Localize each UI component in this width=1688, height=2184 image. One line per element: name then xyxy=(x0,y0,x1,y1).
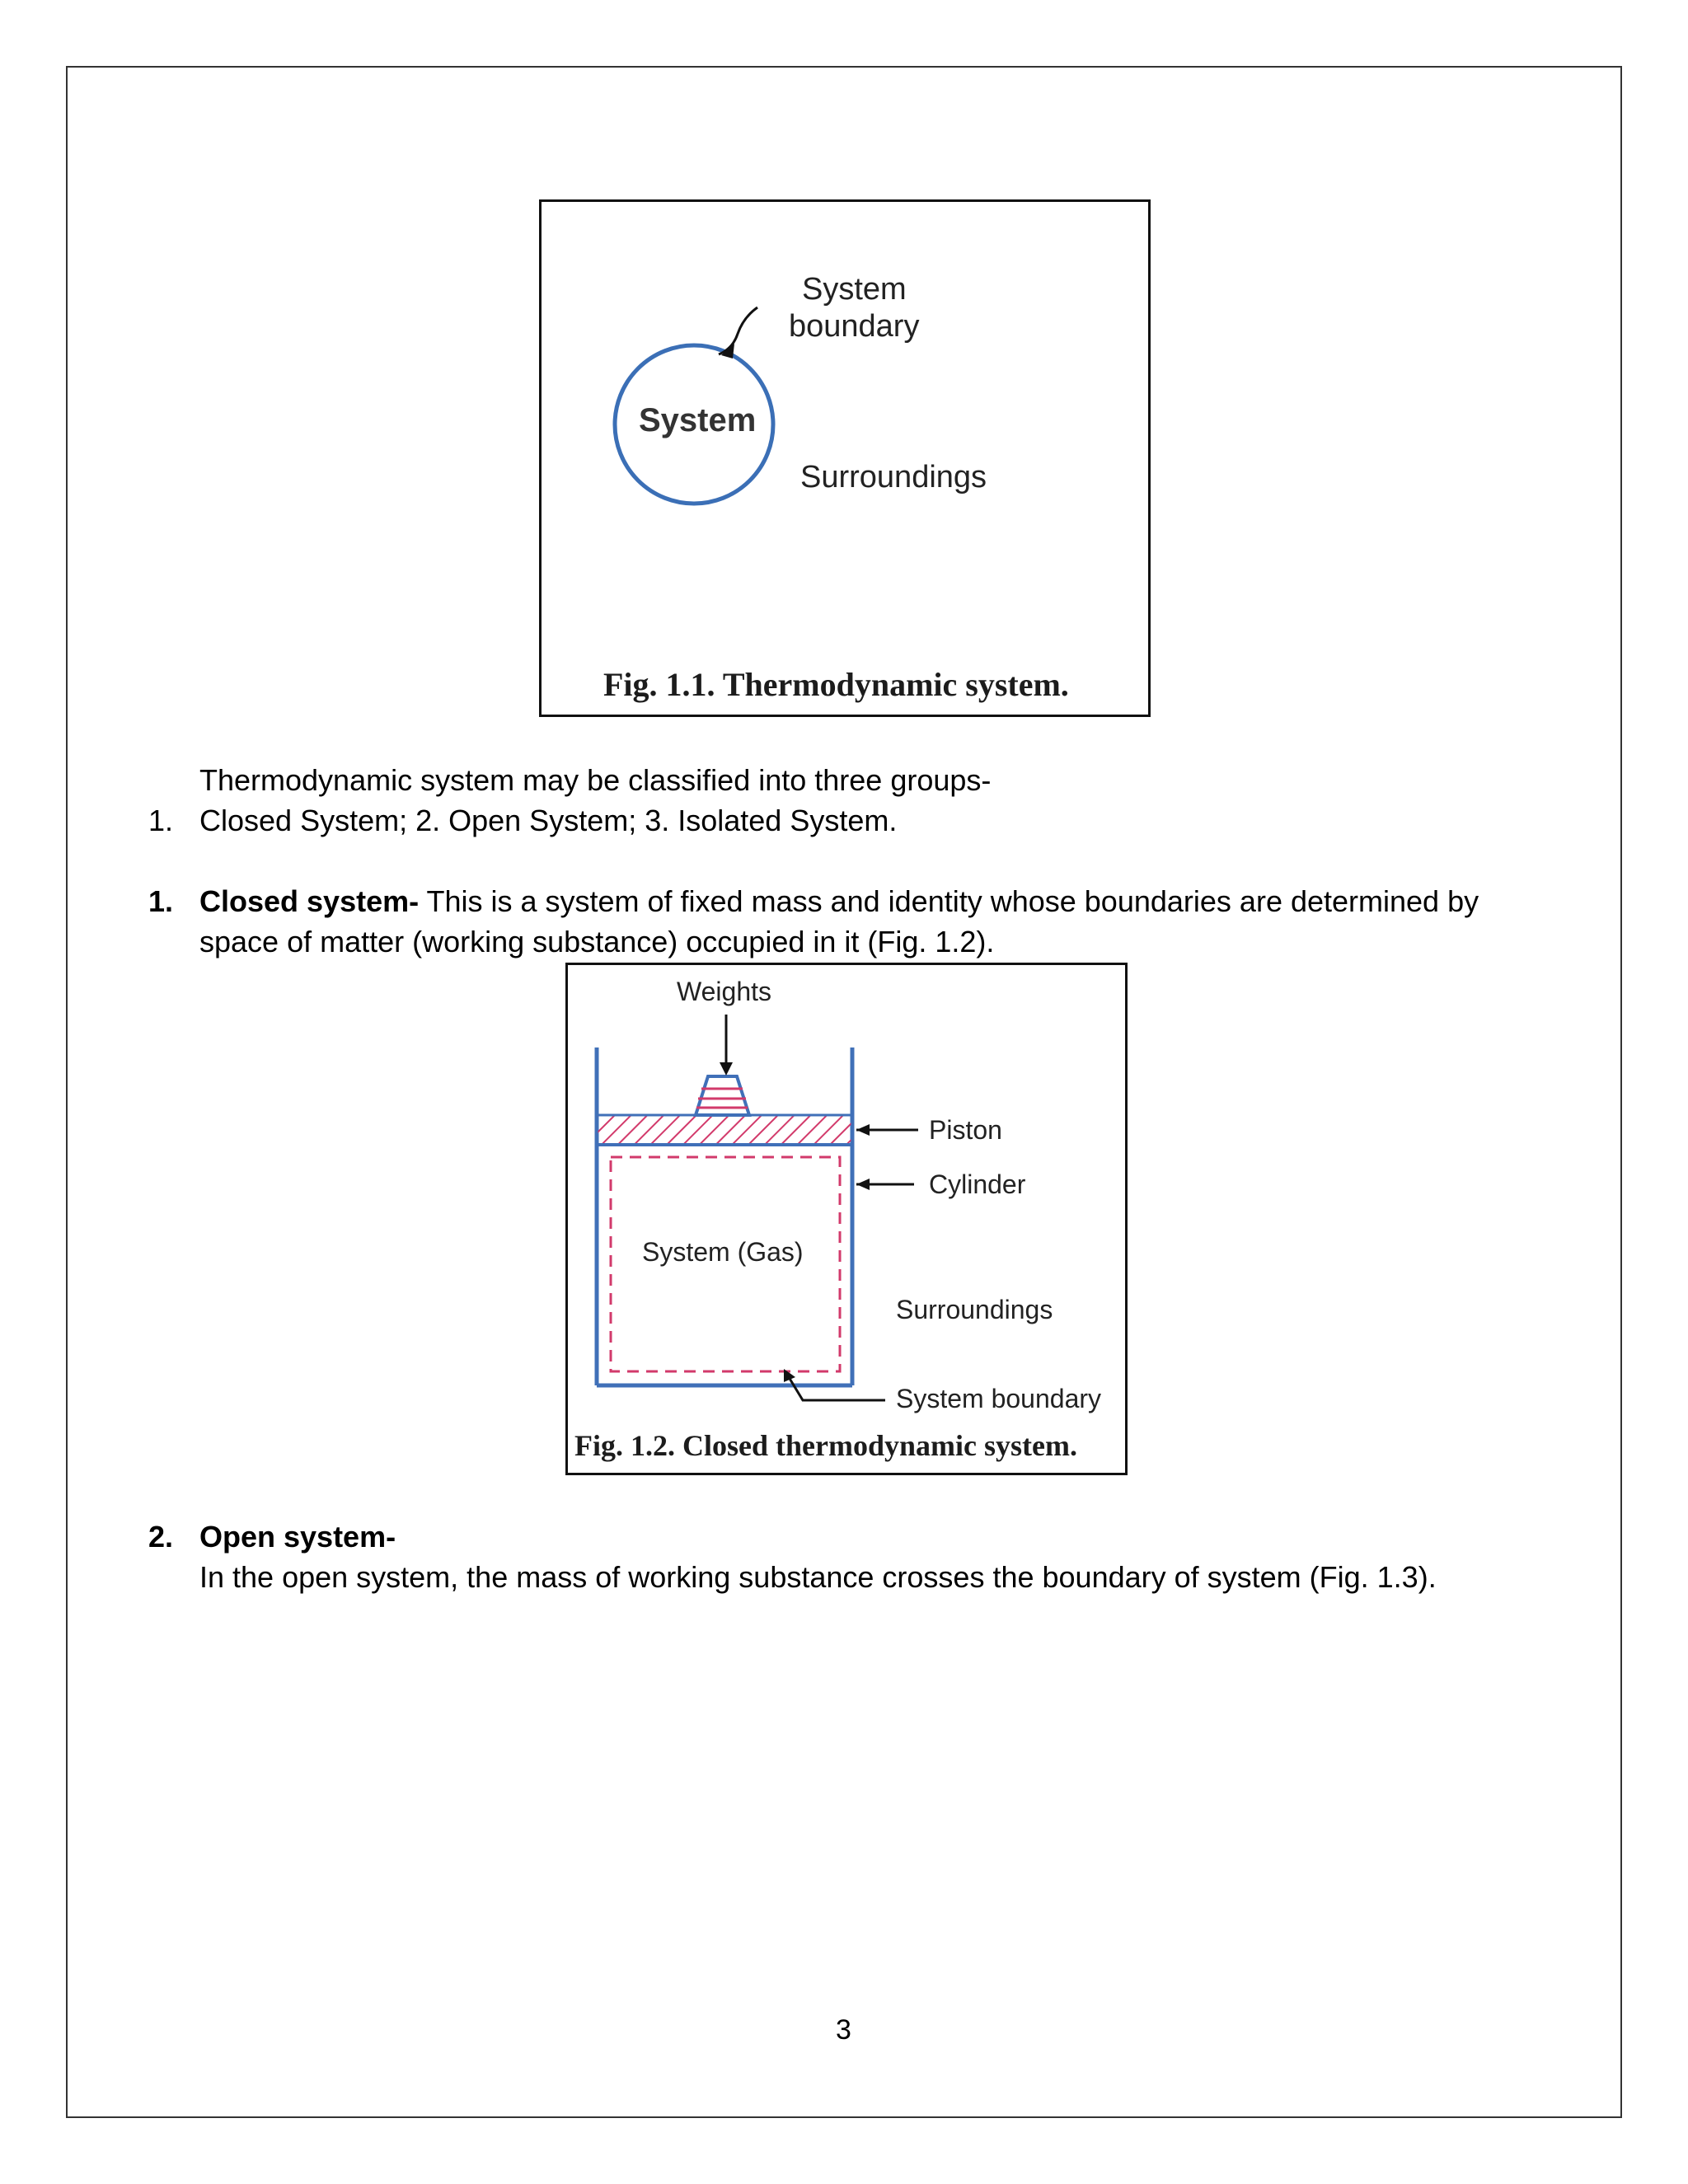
weights-label: Weights xyxy=(677,977,772,1006)
list-marker: 1. xyxy=(148,804,174,837)
closed-text-1: This is a system of fixed mass and identity whose boundaries are determined by xyxy=(419,884,1479,918)
open-title: Open system- xyxy=(199,1520,396,1554)
caption-text: Thermodynamic system. xyxy=(722,666,1069,703)
closed-text-2: space of matter (working substance) occupied in it (Fig. 1.2). xyxy=(199,925,995,958)
intro-line: Thermodynamic system may be classified into three groups- xyxy=(199,763,992,797)
piston-label: Piston xyxy=(929,1115,1002,1145)
figure-closed-system xyxy=(565,963,1128,1475)
system-boundary-label: System boundary xyxy=(896,1384,1102,1413)
classification-list: Closed System; 2. Open System; 3. Isolated System. xyxy=(199,804,898,837)
open-marker: 2. xyxy=(148,1520,174,1554)
piston xyxy=(597,1115,852,1145)
caption-text: Closed thermodynamic system. xyxy=(682,1429,1077,1462)
boundary-pointer-line xyxy=(719,307,757,354)
figure-caption xyxy=(603,665,1069,704)
system-label: System xyxy=(639,402,757,438)
cylinder-label: Cylinder xyxy=(929,1169,1026,1199)
system-gas-label: System (Gas) xyxy=(642,1237,804,1267)
figure-caption xyxy=(574,1428,1077,1463)
closed-title: Closed system- xyxy=(199,884,420,918)
surroundings-label: Surroundings xyxy=(800,460,987,494)
closed-paragraph-line1 xyxy=(199,881,1479,922)
open-text: In the open system, the mass of working substance crosses the boundary of system (Fig. 1.3). xyxy=(199,1560,1437,1594)
surroundings-label: Surroundings xyxy=(896,1295,1053,1324)
caption-number: Fig. 1.1. xyxy=(603,666,715,703)
weight-block xyxy=(696,1076,749,1115)
figure-thermodynamic-system xyxy=(539,199,1151,717)
page-number: 3 xyxy=(836,2014,851,2046)
system-boundary-label-1: System xyxy=(802,272,907,307)
caption-number: Fig. 1.2. xyxy=(574,1429,675,1462)
closed-marker: 1. xyxy=(148,884,174,918)
system-boundary-label-2: boundary xyxy=(789,309,920,344)
